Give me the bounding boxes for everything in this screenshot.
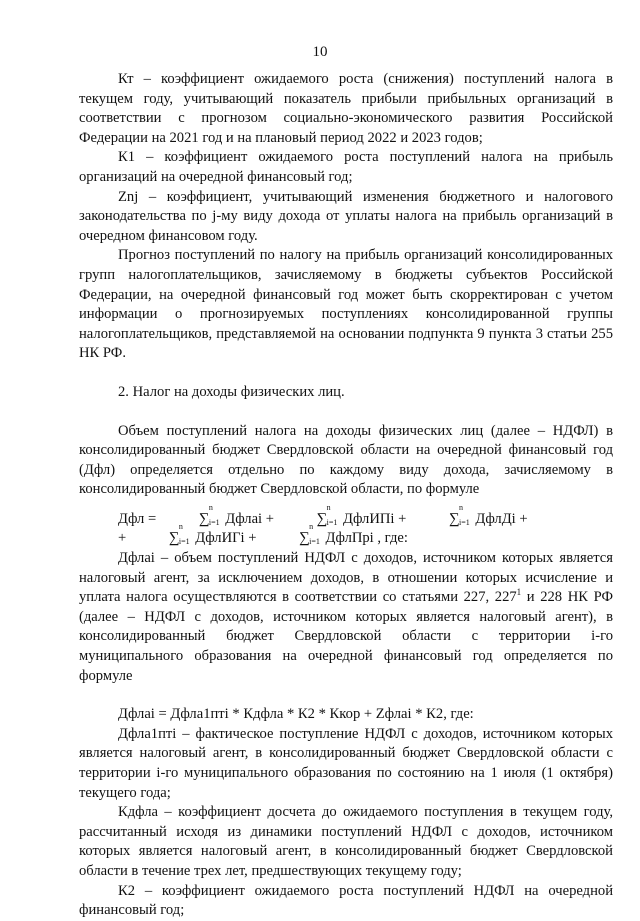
paragraph-kdfla: Кдфла – коэффициент досчета до ожидаемого поступления в текущем году, рассчитанный исходя из динамики поступлений НДФЛ с доходов, источником которых является налоговый агент, в консолидированный бюджет Свердловской области в течение трех лет, предшествующих текущему году; bbox=[79, 804, 613, 879]
paragraph-dfla1pti: Дфла1птi – фактическое поступление НДФЛ с доходов, источником которых является налоговый агент, в консолидированный бюджет Свердловской области с территории i-го муниципального образования по состоянию на 1 июля (1 октября) текущего года; bbox=[79, 725, 613, 801]
section-heading-ndfl: 2. Налог на доходы физических лиц. bbox=[118, 383, 345, 400]
sum-symbol: ∑ n i=1 bbox=[316, 502, 338, 527]
spacer bbox=[79, 364, 613, 383]
formula-dfl-line-2: + ∑ n i=1 ДфлИГi + ∑ n i=1 ДфлПрi , где: bbox=[79, 529, 613, 549]
spacer bbox=[79, 500, 613, 510]
sum-symbol: ∑ n i=1 bbox=[168, 522, 190, 547]
paragraph-ndfl-volume: Объем поступлений налога на доходы физических лиц (далее – НДФЛ) в консолидированный бюджет Свердловской области на очередной финансовый год (Дфл) определяется отдельно по каждому виду дохода, зачисляемому в консолидированный бюджет Свердловской области, по формуле bbox=[79, 422, 613, 498]
paragraph-k1: К1 – коэффициент ожидаемого роста поступлений налога на прибыль организаций на очередной финансовый год; bbox=[79, 149, 613, 185]
spacer bbox=[79, 686, 613, 705]
paragraph-consolidated-groups: Прогноз поступлений по налогу на прибыль организаций консолидированных групп налогоплательщиков, зачисляемому в бюджеты субъектов Российской Федерации, на очередной финансовый год может быть скорректирован с учетом информации о прогнозируемых поступлениях консолидированной группы налогоплательщиков, представляемой на основании подпункта 9 пункта 3 статьи 255 НК РФ. bbox=[79, 247, 613, 362]
paragraph-znj: Znj – коэффициент, учитывающий изменения бюджетного и налогового законодательства по j-му виду дохода от уплаты налога на прибыль организаций в очередном финансовом году. bbox=[79, 188, 613, 244]
formula-dfl-line-1: Дфл = ∑ n i=1 Дфлаi + ∑ n i=1 ДфлИПi + ∑ n i=1 ДфлДi + bbox=[79, 510, 613, 530]
paragraph-k2: К2 – коэффициент ожидаемого роста поступлений НДФЛ на очередной финансовый год; bbox=[79, 882, 613, 919]
sum-symbol: ∑ n i=1 bbox=[198, 502, 220, 527]
document-body bbox=[79, 70, 613, 921]
formula-dflai: Дфлаi = Дфла1птi * Кдфла * К2 * Ккор + Zфлаi * К2, где: bbox=[118, 706, 474, 723]
paragraph-dflai: Дфлаi – объем поступлений НДФЛ с доходов, источником которых является налоговый агент, за исключением доходов, в отношении которых исчисление и уплата налога осуществляются в соответствии со статьями 227, $227^1$ и 228 НК РФ (далее – НДФЛ с доходов, источником которых является налоговый агент), в консолидированный бюджет Свердловской области с территории i-го муниципального образования на очередной финансовый год определяется по формуле bbox=[79, 550, 613, 684]
sum-symbol: ∑ n i=1 bbox=[449, 502, 470, 527]
paragraph-kt: Кт – коэффициент ожидаемого роста (снижения) поступлений налога в текущем году, учитывающий показатель прибыли прибыльных организаций в соответствии с прогнозом социально-экономического развития Российской Федерации на 2021 год и на плановый период 2022 и 2023 годов; bbox=[79, 71, 613, 146]
sum-symbol: ∑ n i=1 bbox=[299, 522, 320, 547]
spacer bbox=[79, 403, 613, 422]
page-number: 10 bbox=[312, 44, 328, 60]
